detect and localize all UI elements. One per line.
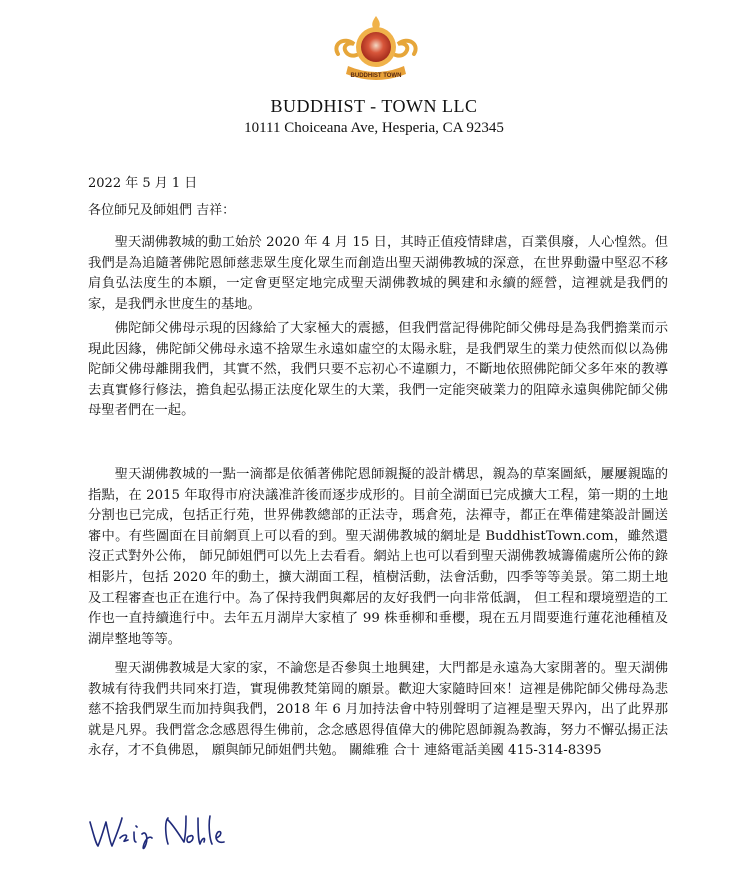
letter-paragraph: 聖天湖佛教城的動工始於 2020 年 4 月 15 日，其時正值疫情肆虐，百業俱廢，人心惶然。但我們是為追隨著佛陀恩師慈悲眾生度化眾生而創造出聖天湖佛教城的深意，在世界動盪中堅忍不移肩負弘法度生的本願，一定會更堅定地完成聖天湖佛教城的興建和永續的經營，這裡就是我們的家，是我們永世度生的基地。 xyxy=(88,235,668,312)
letter-paragraph: 佛陀師父佛母示現的因緣給了大家極大的震撼，但我們當記得佛陀師父佛母是為我們擔業而示現此因緣，佛陀師父佛母永遠不捨眾生永遠如虛空的太陽永駐，是我們眾生的業力使然而似以為佛陀師父佛母離開我們，其實不然，我們只要不忘初心不違願力，不斷地依照佛陀師父多年來的教導去真實修行修法，擔負起弘揚正法度化眾生的大業，我們一定能突破業力的阻障永遠與佛陀師父佛母聖者們在一起。 xyxy=(88,321,668,419)
handwritten-signature xyxy=(86,808,246,856)
letter-paragraph: 聖天湖佛教城的一點一滴都是依循著佛陀恩師親擬的設計構思，親為的草案圖紙，屢屢親臨的指點，在 2015 年取得市府決議准許後而逐步成形的。目前全湖面已完成擴大工程，第一期的土地分割也已完成，包括正行苑，世界佛教總部的正法寺，瑪倉苑，法禪寺，都正在準備建築設計圖送審中。有些圖面在目前網頁上可以看的到。聖天湖佛教城的網址是 BuddhistTown.com，雖然還沒正式對外公佈， 師兄師姐們可以先上去看看。網站上也可以看到聖天湖佛教城籌備處所公佈的錄相影片，包括 2020 年的動土，擴大湖面工程，植樹活動，法會活動，四季等等美景。第二期土地及工程審查也正在進行中。為了保持我們與鄰居的友好我們一向非常低調， 但工程和環境塑造的工作也一直持續進行中。去年五月湖岸大家植了 99 株垂柳和垂櫻，現在五月間要進行蓮花池種植及湖岸整地等等。 xyxy=(88,467,668,647)
organization-name: BUDDHIST - TOWN LLC xyxy=(270,96,478,116)
logo-text: BUDDHIST TOWN xyxy=(350,73,402,79)
letter-date: 2022 年 5 月 1 日 xyxy=(88,176,198,191)
buddhist-town-logo xyxy=(328,14,424,86)
letter-greeting: 各位師兄及師姐們 吉祥： xyxy=(88,203,236,218)
organization-address: 10111 Choiceana Ave, Hesperia, CA 92345 xyxy=(244,120,504,136)
letter-paragraph: 聖天湖佛教城是大家的家，不論您是否參與土地興建，大門都是永遠為大家開著的。聖天湖佛教城有待我們共同來打造，實現佛教梵第岡的願景。歡迎大家隨時回來！這裡是佛陀師父佛母為悲慈不捨我們眾生而加持與我們，2018 年 6 月加持法會中特別聲明了這裡是聖天界內，出了此界那就是凡界。我們當念念感恩得生佛前，念念感恩得值偉大的佛陀恩師親為教誨，努力不懈弘揚正法永存，才不負佛恩， 願與師兄師姐們共勉。 關維雅 合十 連絡電話美國 415-314-8395 xyxy=(88,661,668,759)
